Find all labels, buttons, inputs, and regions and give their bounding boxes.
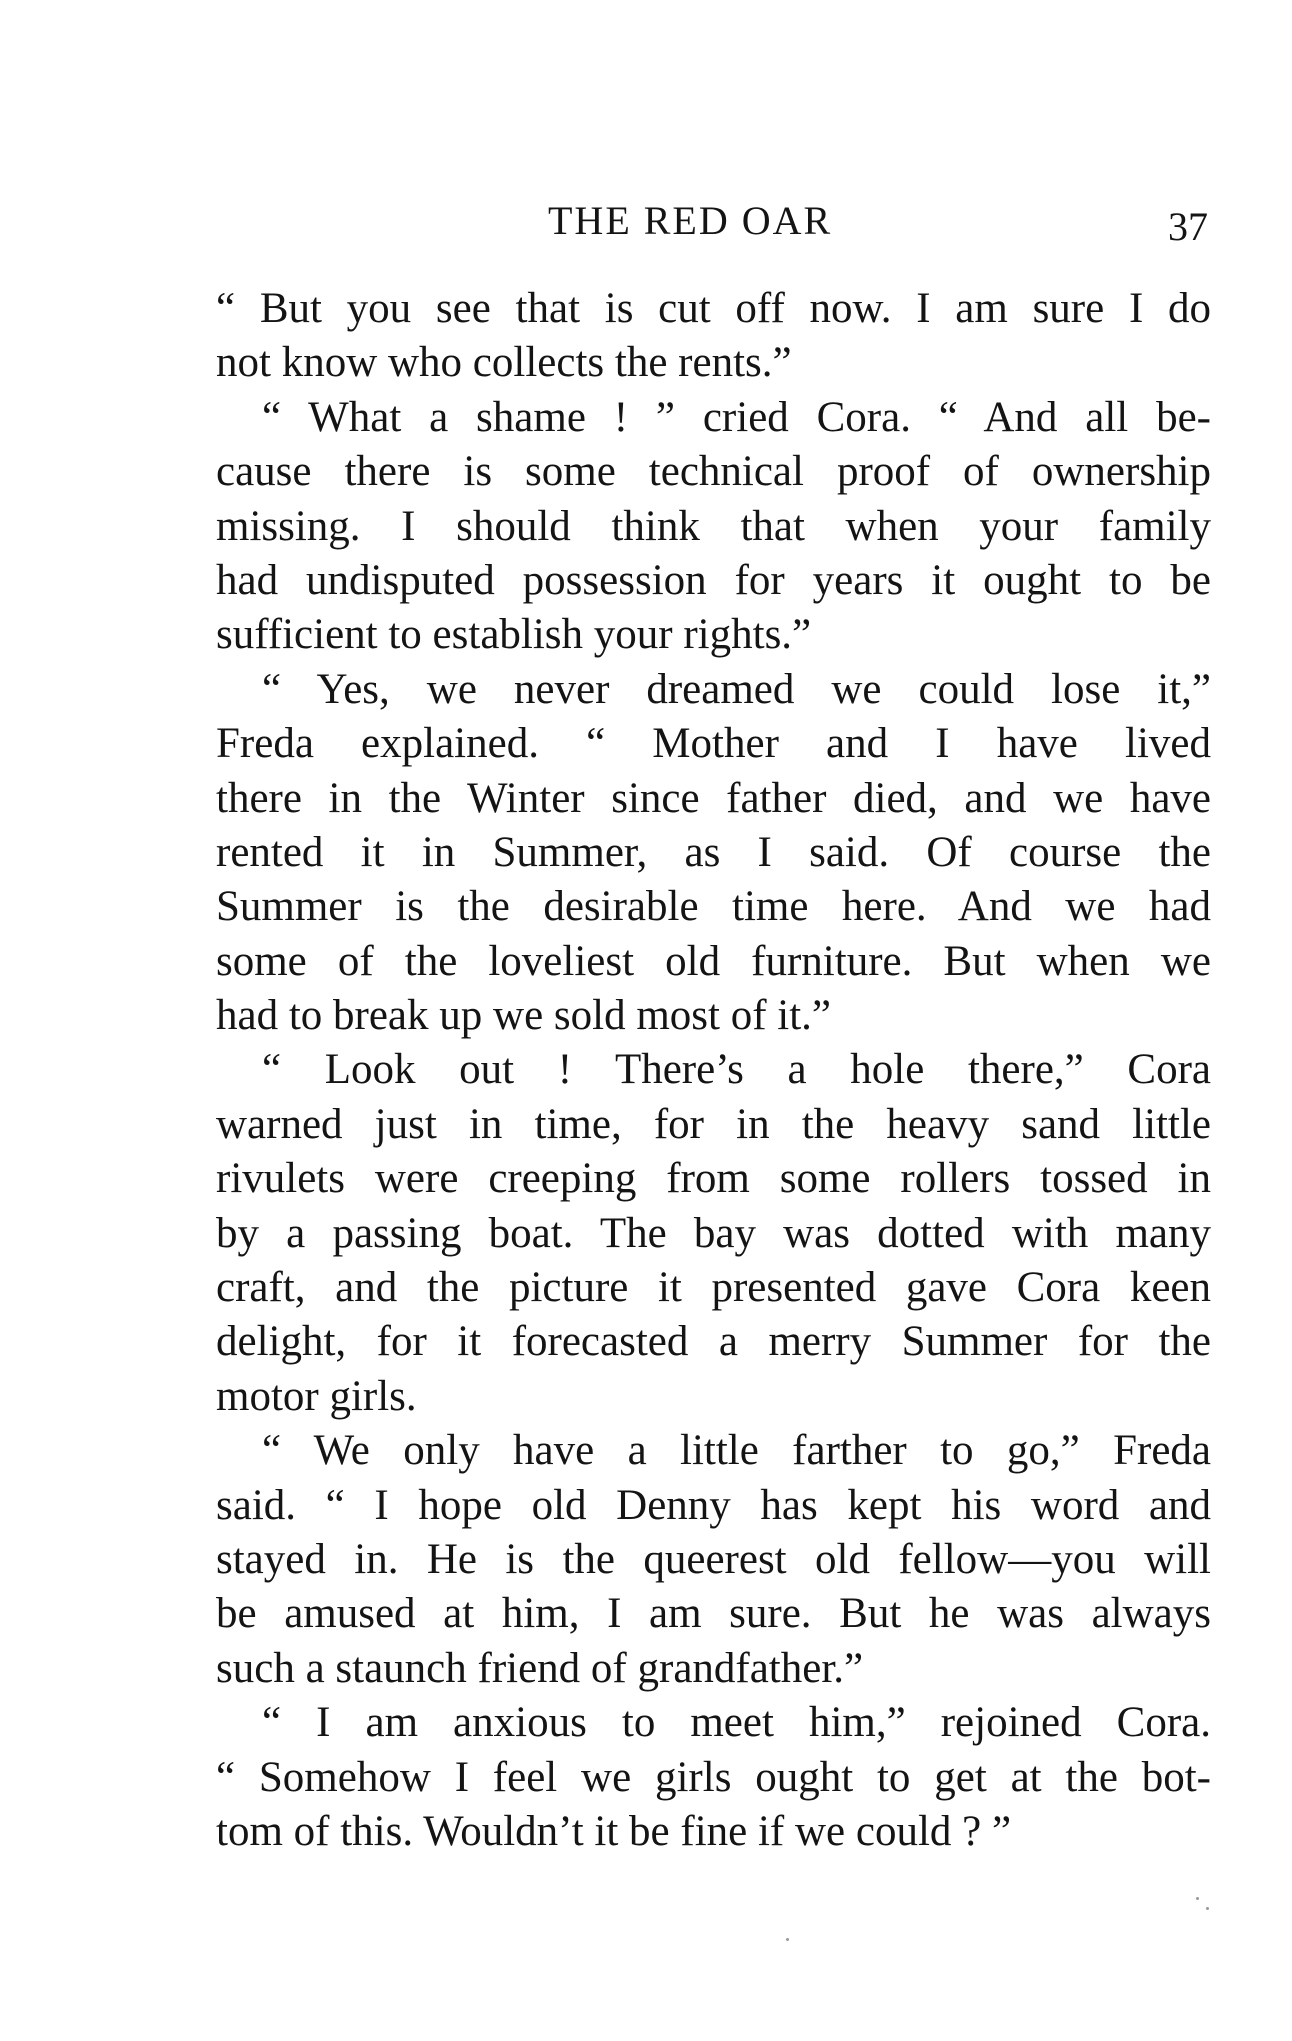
text-line: “ What a shame ! ” cried Cora. “ And all be- — [262, 393, 1211, 441]
text-line: stayed in. He is the queerest old fellow—you will — [216, 1535, 1211, 1583]
text-line: Freda explained. “ Mother and I have lived — [216, 720, 1211, 768]
text-line: not know who collects the rents.” — [216, 339, 792, 387]
text-line: tom of this. Wouldn’t it be fine if we could ? ” — [216, 1807, 1012, 1855]
text-line: said. “ I hope old Denny has kept his word and — [216, 1481, 1211, 1529]
text-line: sufficient to establish your rights.” — [216, 611, 812, 659]
text-line: rented it in Summer, as I said. Of course the — [216, 828, 1211, 876]
print-speck — [786, 1938, 789, 1941]
text-line: missing. I should think that when your family — [216, 502, 1211, 550]
text-line: there in the Winter since father died, and we have — [216, 774, 1211, 822]
text-line: “ Look out ! There’s a hole there,” Cora — [262, 1046, 1211, 1094]
text-line: craft, and the picture it presented gave Cora keen — [216, 1264, 1211, 1312]
text-line: by a passing boat. The bay was dotted with many — [216, 1209, 1211, 1257]
text-line: delight, for it forecasted a merry Summer for the — [216, 1318, 1211, 1366]
text-line: “ Somehow I feel we girls ought to get at the bot- — [216, 1753, 1211, 1801]
text-line: “ But you see that is cut off now. I am sure I do — [216, 285, 1211, 332]
text-line: cause there is some technical proof of ownership — [216, 448, 1211, 496]
print-speck — [1206, 1907, 1209, 1910]
text-line: such a staunch friend of grandfather.” — [216, 1644, 864, 1692]
text-line: motor girls. — [216, 1372, 417, 1420]
text-line: “ I am anxious to meet him,” rejoined Cora. — [262, 1699, 1211, 1747]
text-line: Summer is the desirable time here. And we had — [216, 883, 1211, 931]
text-line: “ We only have a little farther to go,” Freda — [262, 1427, 1211, 1475]
text-line: be amused at him, I am sure. But he was always — [216, 1590, 1211, 1638]
text-line: “ Yes, we never dreamed we could lose it,” — [262, 665, 1211, 713]
running-title: THE RED OAR — [548, 198, 833, 243]
body-text — [216, 282, 1211, 1859]
page-number: 37 — [1168, 204, 1208, 249]
print-speck — [1196, 1897, 1199, 1900]
text-line: had to break up we sold most of it.” — [216, 992, 832, 1040]
text-line: had undisputed possession for years it ought to be — [216, 556, 1211, 604]
running-head — [0, 196, 1292, 256]
text-line: rivulets were creeping from some rollers tossed in — [216, 1155, 1211, 1203]
text-line: some of the loveliest old furniture. But when we — [216, 937, 1211, 985]
text-line: warned just in time, for in the heavy sand little — [216, 1100, 1211, 1148]
